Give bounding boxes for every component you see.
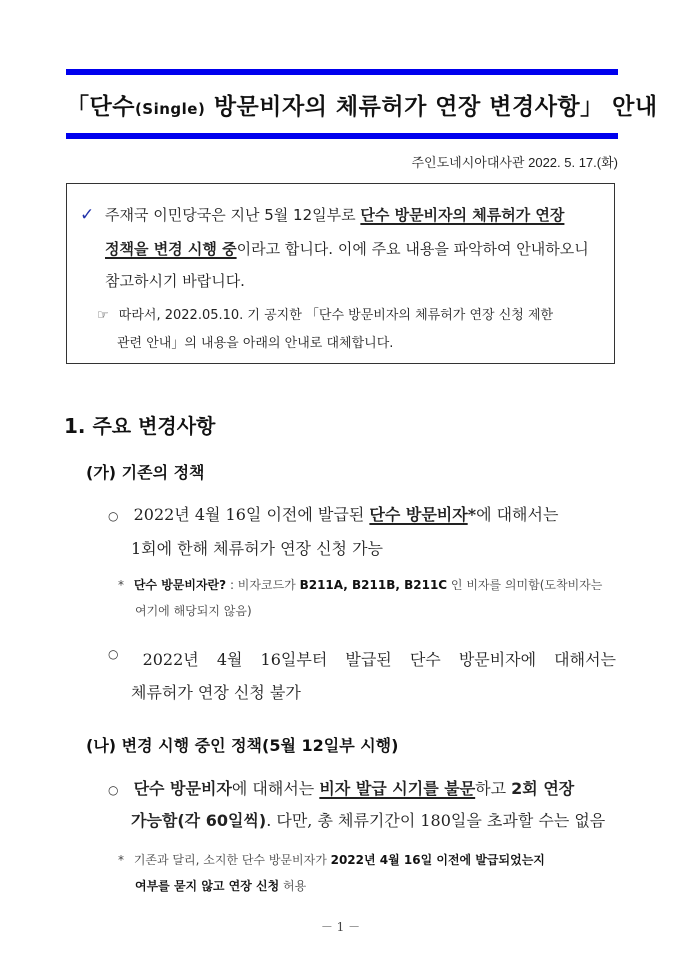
item2-word: 16일부터 [260,650,328,669]
item1-rest: 에 대해서는 [476,505,559,524]
item2-word: 발급된 [345,650,392,669]
item2-word: 2022년 [142,650,199,669]
title-part2: 방문비자의 체류허가 연장 변경사항 [205,94,581,120]
b-item1-bold: 단수 방문비자 [133,779,232,798]
subsection-b-item1-line2 [131,808,605,831]
subsection-b-footnote-line1 [118,851,545,868]
notice-highlight-2: 정책을 변경 시행 중 [105,240,237,258]
item1-asterisk: * [467,505,477,524]
title-part1: 단수 [89,94,135,120]
item2-word: 4월 [216,650,243,669]
item2-word: 단수 [409,650,441,669]
notice-para1-line3: 참고하시기 바랍니다. [105,272,245,290]
title-open-bracket: 「 [66,94,90,120]
circle-bullet-icon: ○ [108,783,119,797]
item2-word: 대해서는 [554,650,616,669]
section-heading: 1. 주요 변경사항 [64,414,216,438]
notice-para1-line2 [105,238,589,259]
notice-highlight-1: 단수 방문비자의 체류허가 연장 [360,206,565,224]
subsection-a-heading: (가) 기존의 정책 [86,463,205,482]
notice-para1-line1-text: 주재국 이민당국은 지난 5월 12일부로 [105,206,361,224]
title-part3: 안내 [603,94,658,120]
b-footnote-bold1: 2022년 4월 16일 이전에 발급되었는지 [330,853,545,867]
pointing-hand-icon: ☞ [97,308,109,323]
footnote-marker: * [118,853,124,867]
title-single: (Single) [134,100,206,118]
item2-word: 방문비자에 [458,650,537,669]
notice-para1-line2-text: 이라고 합니다. 이에 주요 내용을 파악하여 안내하오니 [236,240,589,258]
item1-text: 2022년 4월 16일 이전에 발급된 [133,505,370,524]
footnote-label: 단수 방문비자란? [133,578,227,592]
subsection-a-item1-line2: 1회에 한해 체류허가 연장 신청 가능 [131,539,383,558]
b-item1-text2: 하고 [475,779,512,798]
notice-para2-line1-text: 따라서, 2022.05.10. 기 공지한 「단수 방문비자의 체류허가 연장 신청 제한 [118,308,554,323]
subsection-b-heading: (나) 변경 시행 중인 정책(5월 12일부 시행) [86,736,399,755]
subsection-a-item1-line1 [108,502,616,525]
notice-para2-line1 [97,304,553,323]
notice-para2-line2: 관련 안내」의 내용을 아래의 안내로 대체합니다. [117,336,394,351]
document-title [66,88,658,128]
check-icon: ✓ [80,205,95,225]
item1-highlight: 단수 방문비자 [369,505,468,524]
title-top-rule [66,69,618,75]
footnote-marker: * [118,578,124,592]
footnote-text1: : 비자코드가 [226,578,300,592]
title-bottom-rule [66,133,618,139]
subsection-a-item2-line2: 체류허가 연장 신청 불가 [131,683,301,702]
b-footnote-line2-bold: 여부를 묻지 않고 연장 신청 [135,879,280,893]
page-number: － 1 － [320,920,361,934]
subsection-a-footnote-line2: 여기에 해당되지 않음) [135,604,252,618]
subsection-a-item2-line1 [108,647,616,670]
subsection-b-item1-line1 [108,776,574,799]
notice-para1-line1 [80,204,564,225]
b-item1-bold2: 2회 연장 [511,779,575,798]
visa-codes: B211A, B211B, B211C [299,578,448,592]
b-footnote-line2-text: 허용 [279,879,307,893]
notice-box [66,183,615,364]
b-item1-text1: 에 대해서는 [231,779,320,798]
b-footnote-text1: 기존과 달리, 소지한 단수 방문비자가 [133,853,331,867]
subsection-b-footnote-line2 [135,877,306,894]
subsection-a-footnote-line1 [118,576,602,593]
footnote-text2: 인 비자를 의미함(도착비자는 [447,578,603,592]
title-close-bracket: 」 [580,94,604,120]
circle-bullet-icon: ○ [108,509,119,523]
b-item1-highlight: 비자 발급 시기를 불문 [319,779,476,798]
issuer-date: 주인도네시아대사관 2022. 5. 17.(화) [411,155,618,170]
b-item1-line2-text: . 다만, 총 체류기간이 180일을 초과할 수는 없음 [266,811,606,830]
b-item1-line2-bold: 가능함(각 60일씩) [131,811,267,830]
circle-bullet-icon: ○ [108,647,119,661]
